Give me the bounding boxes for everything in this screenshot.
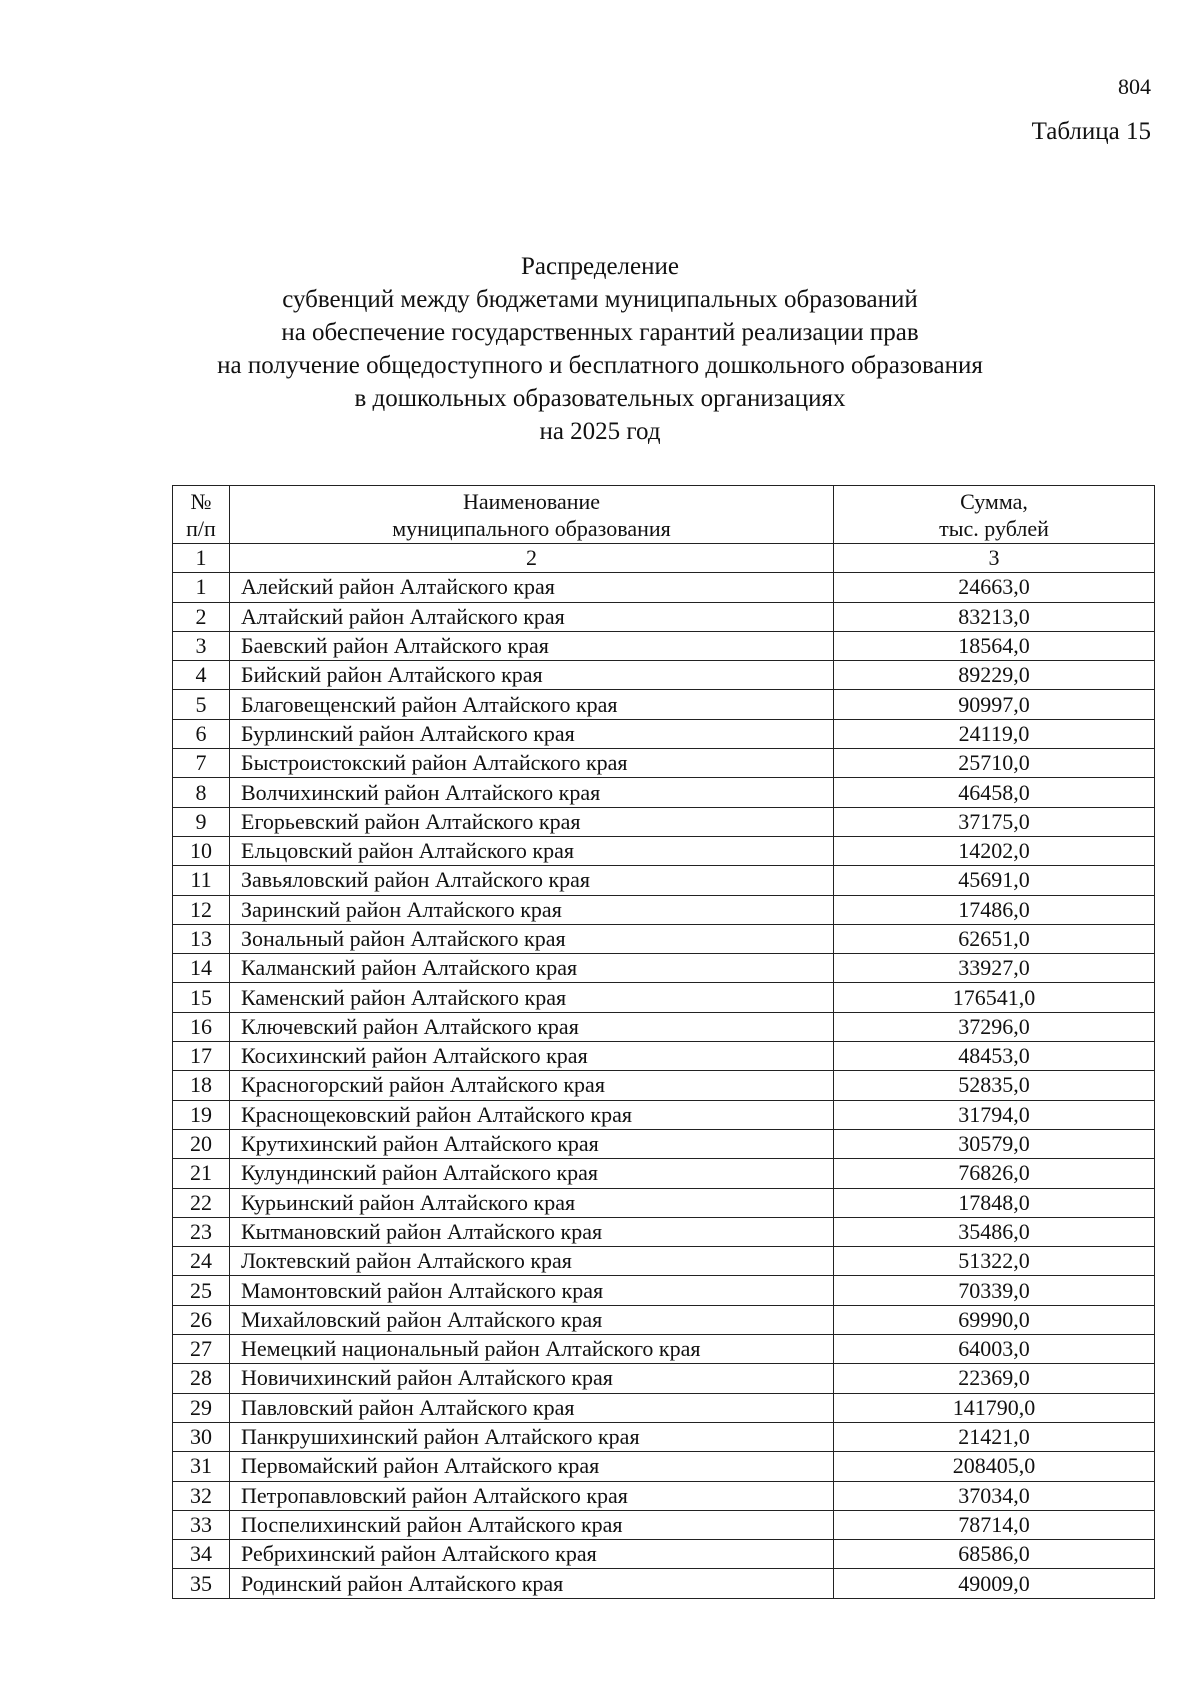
row-amount: 51322,0 xyxy=(834,1247,1155,1276)
row-amount: 208405,0 xyxy=(834,1452,1155,1481)
table-label: Таблица 15 xyxy=(1031,118,1151,145)
row-amount: 24663,0 xyxy=(834,573,1155,602)
row-number: 16 xyxy=(173,1012,230,1041)
row-amount: 25710,0 xyxy=(834,749,1155,778)
table-row xyxy=(173,778,1155,807)
row-number: 11 xyxy=(173,866,230,895)
row-number: 32 xyxy=(173,1481,230,1510)
table-row xyxy=(173,1188,1155,1217)
table-row xyxy=(173,1393,1155,1422)
document-title xyxy=(0,250,1200,448)
table-row xyxy=(173,1129,1155,1158)
table-row xyxy=(173,573,1155,602)
row-municipality-name: Баевский район Алтайского края xyxy=(230,631,834,660)
header-sum-line2: тыс. рублей xyxy=(939,516,1049,541)
title-line: на получение общедоступного и бесплатного дошкольного образования xyxy=(217,352,983,379)
row-municipality-name: Бурлинский район Алтайского края xyxy=(230,719,834,748)
row-municipality-name: Заринский район Алтайского края xyxy=(230,895,834,924)
table-row xyxy=(173,1481,1155,1510)
row-amount: 33927,0 xyxy=(834,954,1155,983)
table-row xyxy=(173,719,1155,748)
row-number: 26 xyxy=(173,1305,230,1334)
row-amount: 64003,0 xyxy=(834,1335,1155,1364)
row-municipality-name: Кытмановский район Алтайского края xyxy=(230,1217,834,1246)
row-number: 20 xyxy=(173,1129,230,1158)
row-amount: 37175,0 xyxy=(834,807,1155,836)
row-number: 23 xyxy=(173,1217,230,1246)
row-number: 24 xyxy=(173,1247,230,1276)
row-number: 1 xyxy=(173,573,230,602)
title-line: Распределение xyxy=(521,253,679,280)
row-municipality-name: Локтевский район Алтайского края xyxy=(230,1247,834,1276)
row-municipality-name: Первомайский район Алтайского края xyxy=(230,1452,834,1481)
row-amount: 14202,0 xyxy=(834,836,1155,865)
row-municipality-name: Немецкий национальный район Алтайского края xyxy=(230,1335,834,1364)
header-name-line1: Наименование xyxy=(462,489,601,514)
column-number: 1 xyxy=(173,544,230,573)
row-amount: 70339,0 xyxy=(834,1276,1155,1305)
row-municipality-name: Калманский район Алтайского края xyxy=(230,954,834,983)
row-municipality-name: Петропавловский район Алтайского края xyxy=(230,1481,834,1510)
table-row xyxy=(173,807,1155,836)
table-row xyxy=(173,1100,1155,1129)
row-amount: 78714,0 xyxy=(834,1510,1155,1539)
row-amount: 17486,0 xyxy=(834,895,1155,924)
row-number: 22 xyxy=(173,1188,230,1217)
row-municipality-name: Быстроистокский район Алтайского края xyxy=(230,749,834,778)
row-number: 2 xyxy=(173,602,230,631)
table-body xyxy=(173,573,1155,1598)
table-row xyxy=(173,895,1155,924)
column-number: 2 xyxy=(230,544,834,573)
row-amount: 30579,0 xyxy=(834,1129,1155,1158)
table-row xyxy=(173,1452,1155,1481)
row-amount: 48453,0 xyxy=(834,1042,1155,1071)
row-amount: 45691,0 xyxy=(834,866,1155,895)
row-municipality-name: Ключевский район Алтайского края xyxy=(230,1012,834,1041)
row-amount: 176541,0 xyxy=(834,983,1155,1012)
table-row xyxy=(173,866,1155,895)
table-row xyxy=(173,1042,1155,1071)
row-number: 6 xyxy=(173,719,230,748)
row-number: 35 xyxy=(173,1569,230,1598)
page-number: 804 xyxy=(1118,74,1151,99)
row-municipality-name: Егорьевский район Алтайского края xyxy=(230,807,834,836)
header-num-line1: № xyxy=(190,489,212,514)
row-number: 34 xyxy=(173,1540,230,1569)
row-number: 12 xyxy=(173,895,230,924)
table-row xyxy=(173,1071,1155,1100)
table-row xyxy=(173,1422,1155,1451)
distribution-table xyxy=(172,485,1155,1599)
row-number: 14 xyxy=(173,954,230,983)
row-number: 31 xyxy=(173,1452,230,1481)
row-municipality-name: Косихинский район Алтайского края xyxy=(230,1042,834,1071)
row-amount: 46458,0 xyxy=(834,778,1155,807)
row-number: 18 xyxy=(173,1071,230,1100)
row-municipality-name: Бийский район Алтайского края xyxy=(230,661,834,690)
row-amount: 83213,0 xyxy=(834,602,1155,631)
row-amount: 89229,0 xyxy=(834,661,1155,690)
table-row xyxy=(173,924,1155,953)
row-number: 27 xyxy=(173,1335,230,1364)
row-amount: 24119,0 xyxy=(834,719,1155,748)
table-row xyxy=(173,749,1155,778)
row-municipality-name: Ельцовский район Алтайского края xyxy=(230,836,834,865)
row-number: 33 xyxy=(173,1510,230,1539)
header-name-line2: муниципального образования xyxy=(392,516,671,541)
table-row xyxy=(173,1335,1155,1364)
row-municipality-name: Завьяловский район Алтайского края xyxy=(230,866,834,895)
column-number: 3 xyxy=(834,544,1155,573)
row-amount: 68586,0 xyxy=(834,1540,1155,1569)
row-number: 3 xyxy=(173,631,230,660)
row-amount: 21421,0 xyxy=(834,1422,1155,1451)
row-amount: 37034,0 xyxy=(834,1481,1155,1510)
table-row xyxy=(173,1012,1155,1041)
title-line: на обеспечение государственных гарантий реализации прав xyxy=(281,319,919,346)
row-municipality-name: Михайловский район Алтайского края xyxy=(230,1305,834,1334)
row-municipality-name: Кулундинский район Алтайского края xyxy=(230,1159,834,1188)
table-row xyxy=(173,1159,1155,1188)
header-num-line2: п/п xyxy=(186,516,216,541)
row-number: 8 xyxy=(173,778,230,807)
table-row xyxy=(173,1217,1155,1246)
table-row xyxy=(173,1510,1155,1539)
table-row xyxy=(173,1540,1155,1569)
row-number: 19 xyxy=(173,1100,230,1129)
row-number: 13 xyxy=(173,924,230,953)
row-municipality-name: Новичихинский район Алтайского края xyxy=(230,1364,834,1393)
row-amount: 49009,0 xyxy=(834,1569,1155,1598)
row-number: 28 xyxy=(173,1364,230,1393)
column-number-row xyxy=(173,544,1155,573)
table-row xyxy=(173,954,1155,983)
title-line: в дошкольных образовательных организациях xyxy=(354,385,846,412)
row-amount: 17848,0 xyxy=(834,1188,1155,1217)
title-line: на 2025 год xyxy=(539,418,661,445)
row-amount: 22369,0 xyxy=(834,1364,1155,1393)
row-municipality-name: Алтайский район Алтайского края xyxy=(230,602,834,631)
row-number: 7 xyxy=(173,749,230,778)
row-municipality-name: Родинский район Алтайского края xyxy=(230,1569,834,1598)
row-municipality-name: Поспелихинский район Алтайского края xyxy=(230,1510,834,1539)
row-amount: 141790,0 xyxy=(834,1393,1155,1422)
header-num xyxy=(173,486,230,544)
header-sum-line1: Сумма, xyxy=(960,489,1028,514)
row-amount: 18564,0 xyxy=(834,631,1155,660)
row-municipality-name: Благовещенский район Алтайского края xyxy=(230,690,834,719)
row-amount: 76826,0 xyxy=(834,1159,1155,1188)
row-number: 30 xyxy=(173,1422,230,1451)
row-amount: 35486,0 xyxy=(834,1217,1155,1246)
row-municipality-name: Зональный район Алтайского края xyxy=(230,924,834,953)
row-municipality-name: Красногорский район Алтайского края xyxy=(230,1071,834,1100)
row-municipality-name: Каменский район Алтайского края xyxy=(230,983,834,1012)
header-name xyxy=(230,486,834,544)
table-row xyxy=(173,1569,1155,1598)
row-municipality-name: Курьинский район Алтайского края xyxy=(230,1188,834,1217)
table-row xyxy=(173,602,1155,631)
row-number: 29 xyxy=(173,1393,230,1422)
row-number: 21 xyxy=(173,1159,230,1188)
table-row xyxy=(173,1364,1155,1393)
row-municipality-name: Ребрихинский район Алтайского края xyxy=(230,1540,834,1569)
row-number: 17 xyxy=(173,1042,230,1071)
row-municipality-name: Волчихинский район Алтайского края xyxy=(230,778,834,807)
row-amount: 90997,0 xyxy=(834,690,1155,719)
table-row xyxy=(173,631,1155,660)
row-number: 5 xyxy=(173,690,230,719)
table-row xyxy=(173,836,1155,865)
table-row xyxy=(173,661,1155,690)
title-line: субвенций между бюджетами муниципальных образований xyxy=(282,286,918,313)
row-amount: 52835,0 xyxy=(834,1071,1155,1100)
row-amount: 31794,0 xyxy=(834,1100,1155,1129)
row-municipality-name: Алейский район Алтайского края xyxy=(230,573,834,602)
row-amount: 69990,0 xyxy=(834,1305,1155,1334)
table-row xyxy=(173,1247,1155,1276)
row-municipality-name: Панкрушихинский район Алтайского края xyxy=(230,1422,834,1451)
row-number: 25 xyxy=(173,1276,230,1305)
row-amount: 62651,0 xyxy=(834,924,1155,953)
row-amount: 37296,0 xyxy=(834,1012,1155,1041)
row-number: 15 xyxy=(173,983,230,1012)
row-municipality-name: Краснощековский район Алтайского края xyxy=(230,1100,834,1129)
table-row xyxy=(173,983,1155,1012)
table-row xyxy=(173,690,1155,719)
row-municipality-name: Мамонтовский район Алтайского края xyxy=(230,1276,834,1305)
header-sum xyxy=(834,486,1155,544)
row-municipality-name: Павловский район Алтайского края xyxy=(230,1393,834,1422)
table-row xyxy=(173,1305,1155,1334)
row-number: 10 xyxy=(173,836,230,865)
table-row xyxy=(173,1276,1155,1305)
row-number: 4 xyxy=(173,661,230,690)
header-row xyxy=(173,486,1155,544)
row-number: 9 xyxy=(173,807,230,836)
row-municipality-name: Крутихинский район Алтайского края xyxy=(230,1129,834,1158)
